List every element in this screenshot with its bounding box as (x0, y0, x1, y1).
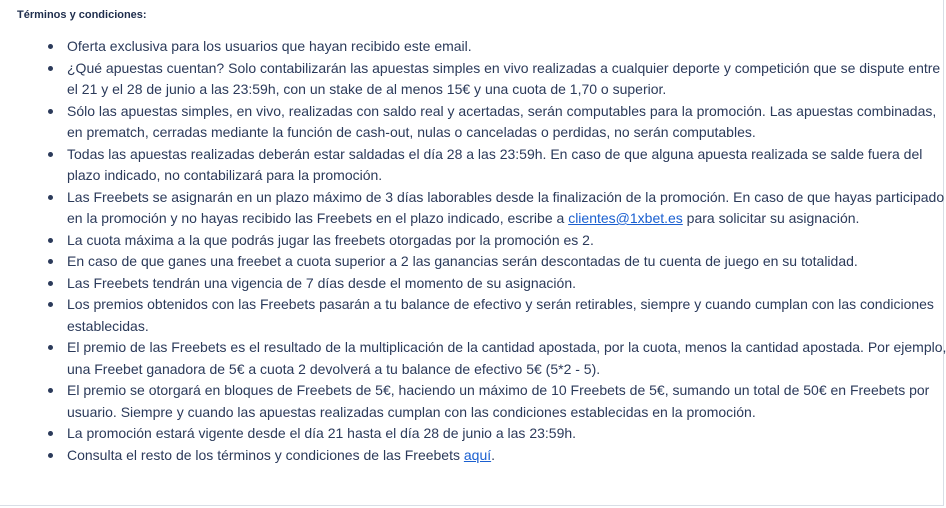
bullet-icon (48, 388, 53, 393)
list-item: Todas las apuestas realizadas deberán estar saldadas el día 28 a las 23:59h. En caso de que alguna apuesta realizada se salde fuera del plazo indicado, no contabilizará para la promoción. (67, 144, 946, 187)
list-item: ¿Qué apuestas cuentan? Solo contabilizarán las apuestas simples en vivo realizadas a cualquier deporte y competición que se dispute entre el 21 y el 28 de junio a las 23:59h, con un stake de al menos 15€ y una cuota de 1,70 o superior. (67, 58, 946, 101)
list-item: La promoción estará vigente desde el día 21 hasta el día 28 de junio a las 23:59h. (67, 423, 946, 445)
bullet-icon (48, 152, 53, 157)
list-item: La cuota máxima a la que podrás jugar las freebets otorgadas por la promoción es 2. (67, 230, 946, 252)
list-item: Consulta el resto de los términos y condiciones de las Freebets aquí. (67, 445, 946, 467)
bullet-icon (48, 109, 53, 114)
bullet-icon (48, 302, 53, 307)
bullet-icon (48, 453, 53, 458)
list-item: Las Freebets se asignarán en un plazo máximo de 3 días laborables desde la finalización de la promoción. En caso de que hayas participado en la promoción y no hayas recibido las Freebets en el plazo indicado, escribe a clientes@1xbet.es para solicitar su asignación. (67, 187, 946, 230)
section-title: Términos y condiciones: (17, 9, 147, 21)
support-email-link[interactable]: clientes@1xbet.es (568, 210, 683, 226)
bullet-icon (48, 431, 53, 436)
list-item: En caso de que ganes una freebet a cuota superior a 2 las ganancias serán descontadas de tu cuenta de juego en su totalidad. (67, 251, 946, 273)
list-item: Sólo las apuestas simples, en vivo, realizadas con saldo real y acertadas, serán computables para la promoción. Las apuestas combinadas, en prematch, cerradas mediante la función de cash-out, nulas o canceladas o perdidas, no serán computables. (67, 101, 946, 144)
bullet-icon (48, 195, 53, 200)
list-item: Los premios obtenidos con las Freebets pasarán a tu balance de efectivo y serán retirables, siempre y cuando cumplan con las condiciones establecidas. (67, 294, 946, 337)
bullet-icon (48, 259, 53, 264)
bullet-icon (48, 44, 53, 49)
bullet-icon (48, 66, 53, 71)
bullet-icon (48, 281, 53, 286)
bullet-icon (48, 238, 53, 243)
list-item: El premio de las Freebets es el resultado de la multiplicación de la cantidad apostada, por la cuota, menos la cantidad apostada. Por ejemplo, una Freebet ganadora de 5€ a cuota 2 devolverá a tu balance de efectivo 5€ (5*2 - 5). (67, 337, 946, 380)
terms-list (38, 36, 946, 466)
list-item: El premio se otorgará en bloques de Freebets de 5€, haciendo un máximo de 10 Freebets de 5€, sumando un total de 50€ en Freebets por usuario. Siempre y cuando las apuestas realizadas cumplan con las condiciones establecidas en la promoción. (67, 380, 946, 423)
list-item: Las Freebets tendrán una vigencia de 7 días desde el momento de su asignación. (67, 273, 946, 295)
list-item: Oferta exclusiva para los usuarios que hayan recibido este email. (67, 36, 946, 58)
bullet-icon (48, 345, 53, 350)
more-terms-link[interactable]: aquí (463, 446, 492, 463)
